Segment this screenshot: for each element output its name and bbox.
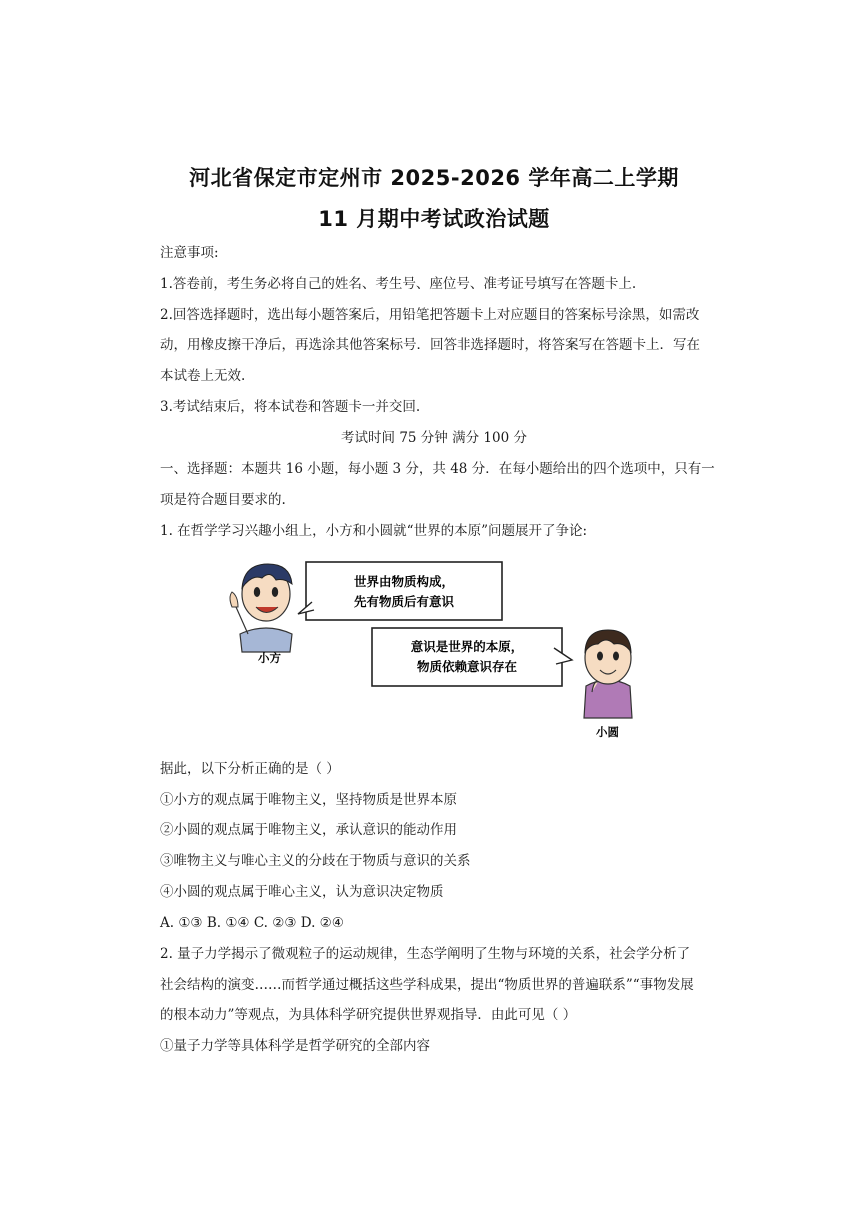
bubble-1-line2: 先有物质后有意识 <box>353 594 455 609</box>
exam-title-line2: 11 月期中考试政治试题 <box>318 207 550 231</box>
question-2-option-1: ①量子力学等具体科学是哲学研究的全部内容 <box>160 1038 430 1054</box>
question-1-option-4: ④小圆的观点属于唯心主义，认为意识决定物质 <box>160 884 444 900</box>
question-2-stem-line1: 2. 量子力学揭示了微观粒子的运动规律，生态学阐明了生物与环境的关系，社会学分析了 <box>160 946 691 962</box>
exam-info: 考试时间 75 分钟 满分 100 分 <box>341 430 527 446</box>
question-1-option-1: ①小方的观点属于唯物主义，坚持物质是世界本原 <box>160 792 457 808</box>
name-label-xiaoyuan: 小圆 <box>596 725 619 739</box>
xiaofang-figure <box>230 564 292 652</box>
xiaoyuan-figure <box>584 630 632 718</box>
notice-item-2-line1: 2.回答选择题时，选出每小题答案后，用铅笔把答题卡上对应题目的答案标号涂黑，如需改 <box>160 307 700 323</box>
section1-instructions-line2: 项是符合题目要求的. <box>160 492 286 508</box>
question-1-stem: 1. 在哲学学习兴趣小组上，小方和小圆就“世界的本原”问题展开了争论: <box>160 523 588 539</box>
notice-heading: 注意事项: <box>160 245 219 261</box>
speech-bubble-2 <box>372 628 572 686</box>
bubble-1-line1: 世界由物质构成， <box>353 574 455 589</box>
section1-instructions-line1: 一、选择题：本题共 16 小题，每小题 3 分，共 48 分．在每小题给出的四个选项中，只有一 <box>160 461 715 477</box>
bubble-2-line1: 意识是世界的本原， <box>410 639 524 654</box>
question-1-option-2: ②小圆的观点属于唯物主义，承认意识的能动作用 <box>160 822 457 838</box>
question-1-prompt: 据此，以下分析正确的是（ ） <box>160 761 340 777</box>
notice-item-2-line2: 动，用橡皮擦干净后，再选涂其他答案标号．回答非选择题时，将答案写在答题卡上．写在 <box>160 337 700 353</box>
question-2-stem-line2: 社会结构的演变……而哲学通过概括这些学科成果，提出“物质世界的普遍联系”“事物发展 <box>160 977 694 993</box>
question-2-stem-line3: 的根本动力”等观点，为具体科学研究提供世界观指导．由此可见（ ） <box>160 1007 577 1023</box>
question-1-choices: A. ①③ B. ①④ C. ②③ D. ②④ <box>160 915 344 931</box>
debate-illustration <box>220 552 650 747</box>
bubble-2-line2: 物质依赖意识存在 <box>416 659 518 674</box>
notice-item-3: 3.考试结束后，将本试卷和答题卡一并交回. <box>160 399 421 415</box>
question-1-option-3: ③唯物主义与唯心主义的分歧在于物质与意识的关系 <box>160 853 471 869</box>
notice-item-2-line3: 本试卷上无效. <box>160 368 246 384</box>
exam-title-line1: 河北省保定市定州市 2025-2026 学年高二上学期 <box>189 166 679 190</box>
name-label-xiaofang: 小方 <box>258 651 281 665</box>
speech-bubble-1 <box>298 562 502 620</box>
notice-item-1: 1.答卷前，考生务必将自己的姓名、考生号、座位号、准考证号填写在答题卡上. <box>160 276 637 292</box>
